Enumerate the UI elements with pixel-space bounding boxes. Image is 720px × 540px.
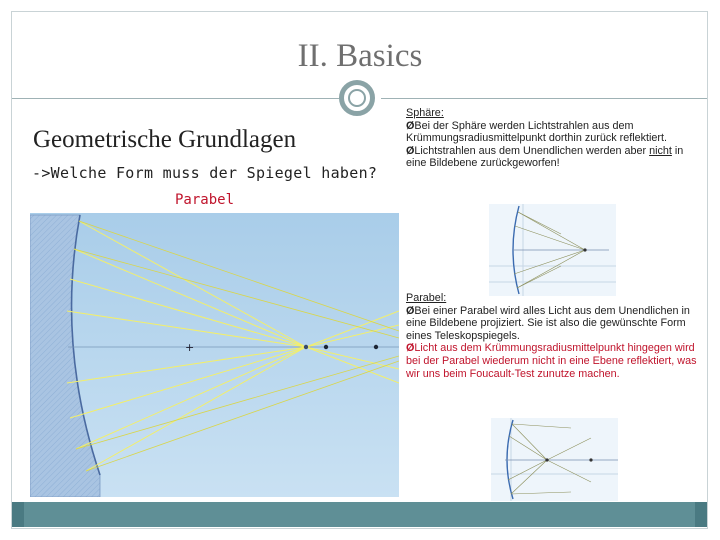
title-divider-left	[12, 98, 339, 99]
question-text: ->Welche Form muss der Spiegel haben?	[32, 164, 378, 182]
section-heading: Geometrische Grundlagen	[33, 126, 297, 153]
parabola-thumbnail-diagram	[491, 418, 618, 501]
title-divider-right	[381, 98, 707, 99]
footer-band	[12, 502, 707, 527]
footer-block	[695, 502, 707, 527]
image-point-marker	[324, 345, 328, 349]
slide-title: II. Basics	[297, 38, 423, 74]
mirror-ray-svg	[30, 213, 399, 497]
focal-point-marker	[304, 345, 308, 349]
sphere-thumbnail-diagram	[489, 204, 616, 296]
sphere-bullet-1: Bei der Sphäre werden Lichtstrahlen aus dem Krümmungsradiusmittelpunkt dorthin zurück reflektiert.	[406, 119, 668, 145]
bullet-arrow-icon: Ø	[406, 144, 415, 157]
parabola-note-label: Parabel:	[406, 292, 447, 304]
sphere-bullet-2-emphasis: nicht	[649, 144, 672, 157]
bullet-arrow-icon: Ø	[406, 119, 415, 132]
bullet-arrow-icon: Ø	[406, 342, 415, 355]
sphere-bullet-2b: in eine Bildebene zurückgeworfen!	[406, 144, 684, 170]
sphere-note-label: Sphäre:	[406, 107, 444, 119]
parabolic-mirror-diagram	[30, 213, 399, 497]
ring-ornament-icon	[339, 80, 375, 116]
curvature-center-marker	[374, 345, 378, 349]
parabola-note	[406, 292, 704, 380]
sphere-bullet-2a: Lichtstrahlen aus dem Unendlichen werden aber	[414, 144, 650, 157]
footer-block	[12, 502, 24, 527]
parabola-bullet-1: Bei einer Parabel wird alles Licht aus dem Unendlichen in eine Bildebene projiziert. Sie ist also die gewünschte Form eines Teleskopspiegels.	[406, 304, 690, 342]
center-cross-icon: +	[185, 341, 195, 354]
bullet-arrow-icon: Ø	[406, 304, 415, 317]
answer-text: Parabel	[175, 192, 235, 208]
sphere-note	[406, 107, 704, 170]
parabola-bullet-2: Licht aus dem Krümmungsradiusmittelpunkt hingegen wird bei der Parabel wiederum nicht in eine Ebene reflektiert, was wir uns beim Foucault-Test zunutze machen.	[406, 342, 697, 380]
